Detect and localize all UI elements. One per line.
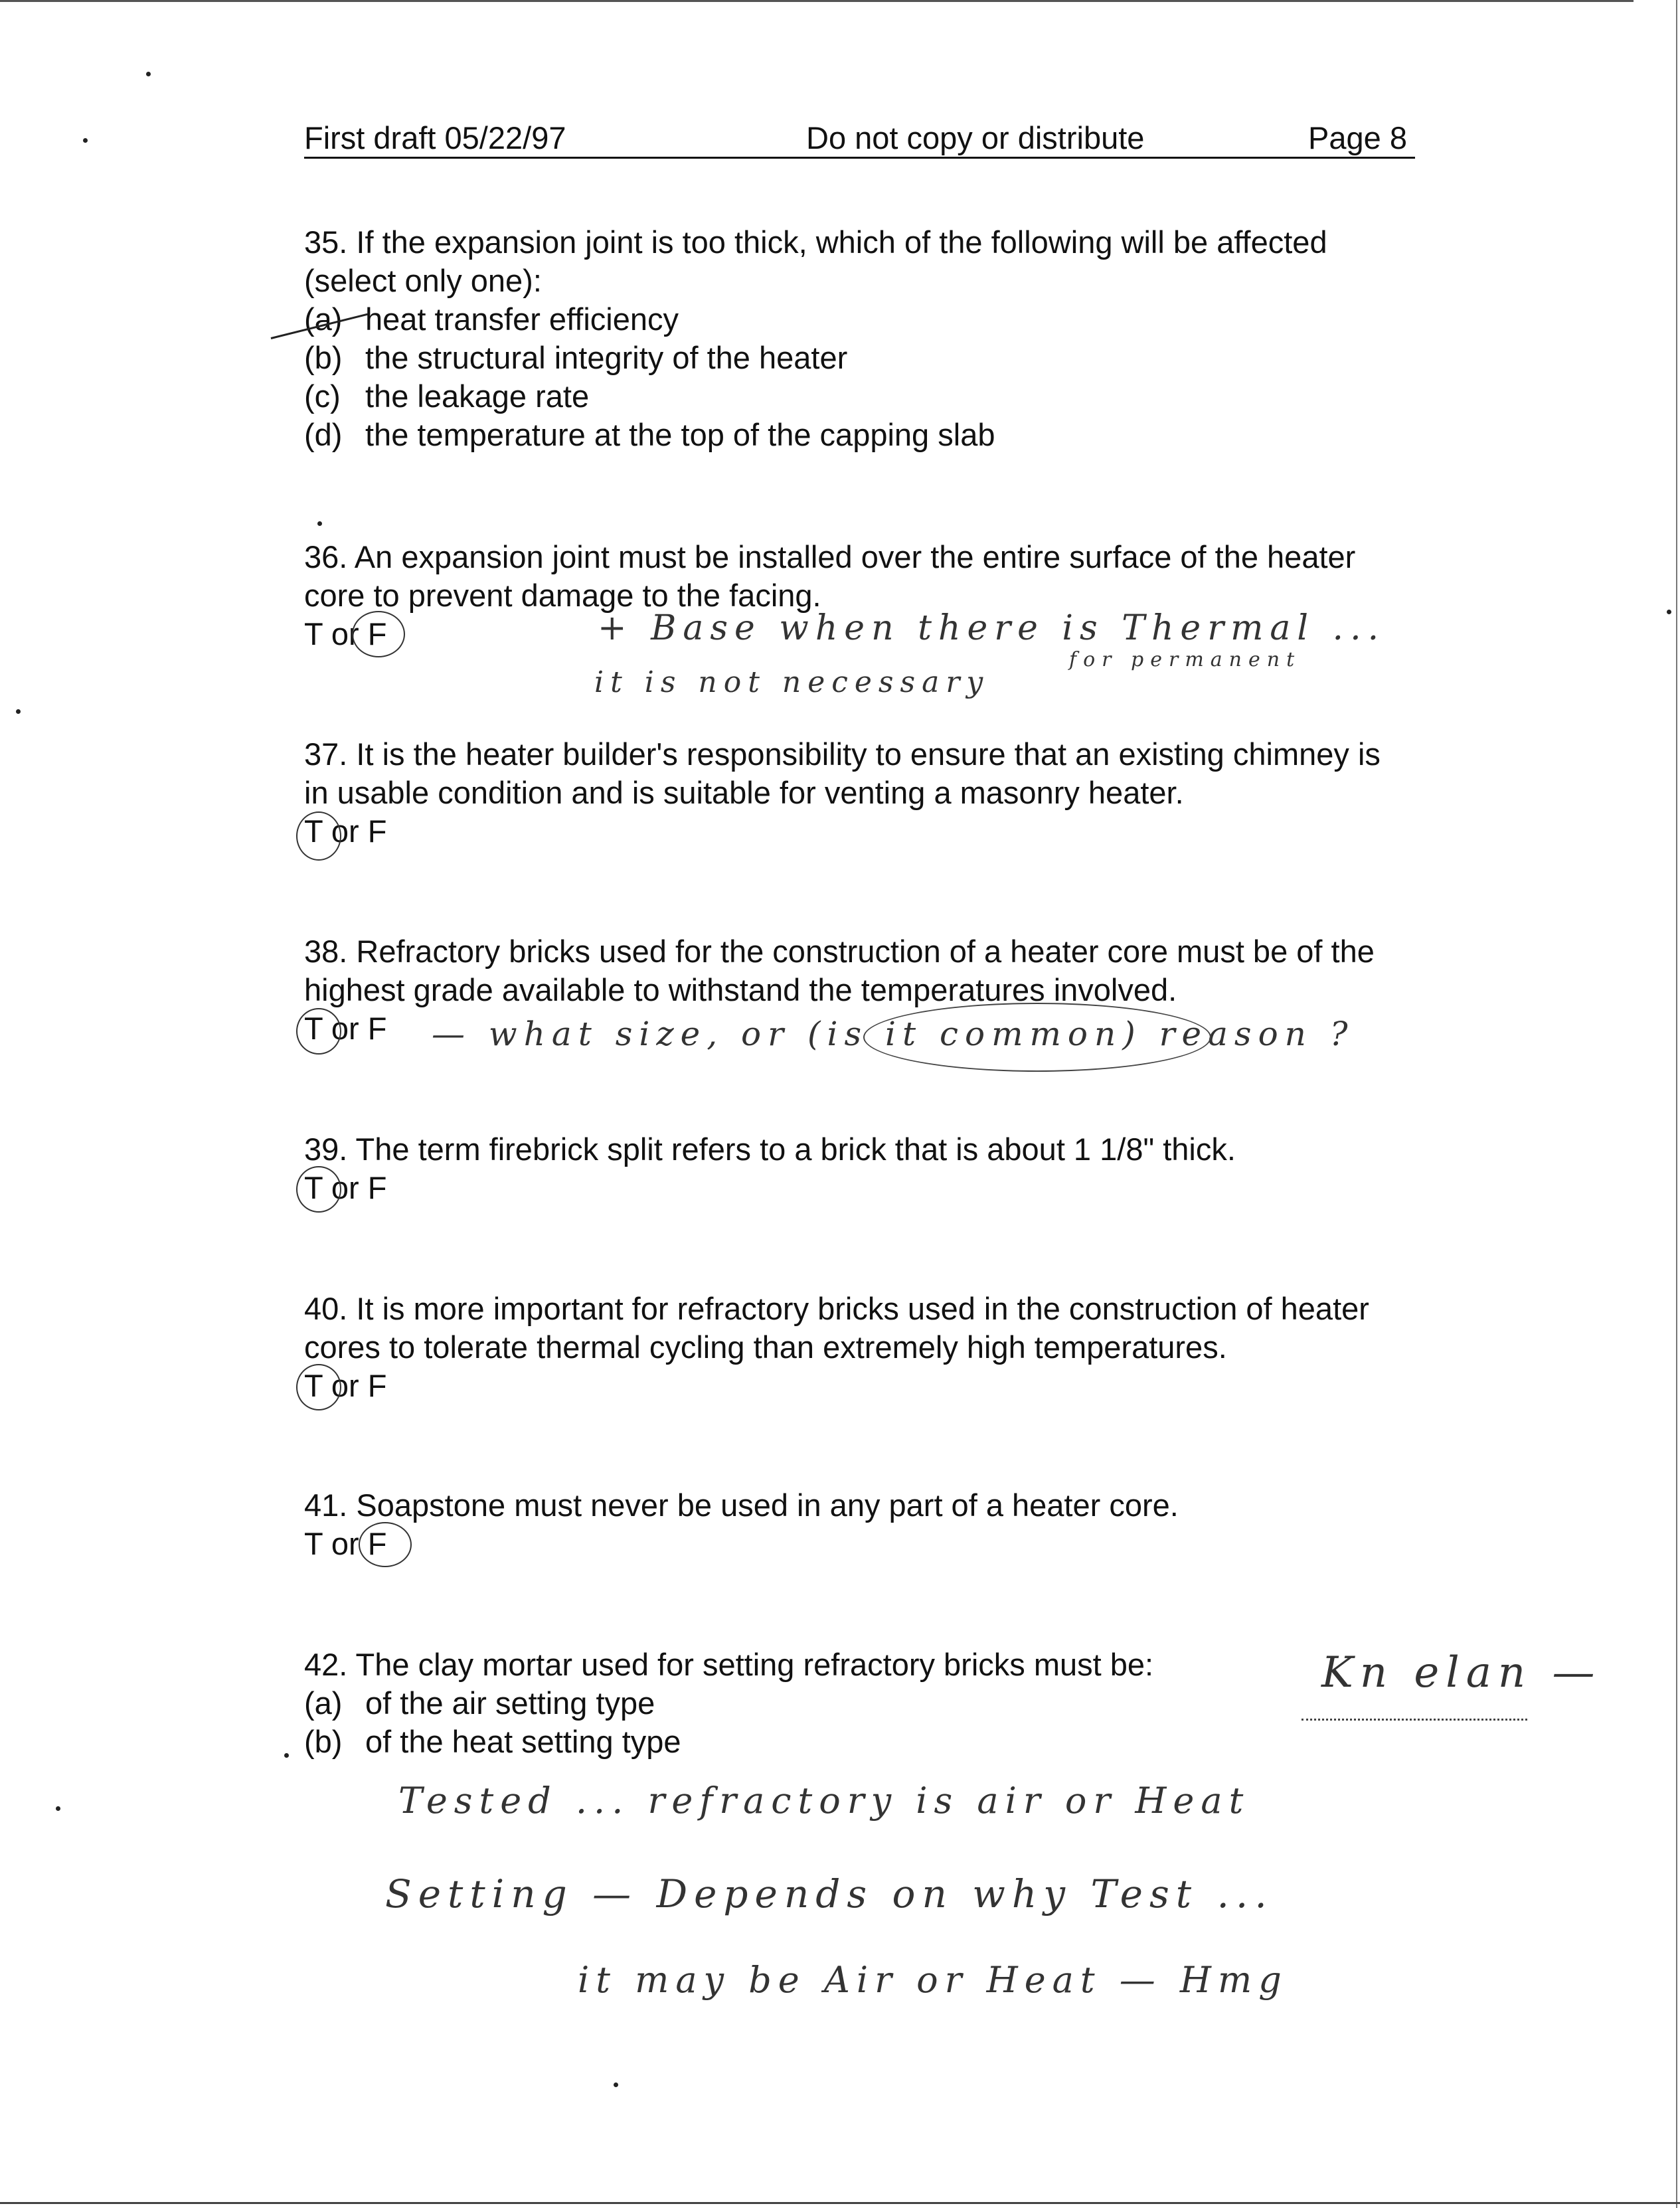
handwritten-note: it may be Air or Heat — Hmg bbox=[578, 1959, 1288, 2001]
handwritten-note: for permanent bbox=[1069, 648, 1302, 671]
scan-speck bbox=[1667, 610, 1671, 614]
scan-speck bbox=[16, 709, 21, 714]
question-text-line: highest grade available to withstand the temperatures involved. bbox=[304, 972, 1177, 1007]
true-false-choice: T or F bbox=[304, 1526, 387, 1561]
question-40 bbox=[304, 1290, 1369, 1405]
answer-circle-t bbox=[296, 1364, 341, 1410]
question-42 bbox=[304, 1646, 1153, 1761]
page-edge-bottom bbox=[0, 2202, 1680, 2204]
question-text-line: 37. It is the heater builder's responsibility to ensure that an existing chimney is bbox=[304, 736, 1381, 772]
question-text-line: cores to tolerate thermal cycling than extremely high temperatures. bbox=[304, 1329, 1227, 1365]
handwritten-note: Setting — Depends on why Test ... bbox=[385, 1871, 1274, 1916]
option-c: (c) the leakage rate bbox=[304, 379, 590, 414]
option-b: (b) of the heat setting type bbox=[304, 1724, 681, 1759]
true-false-choice: T or F bbox=[304, 1011, 387, 1046]
handwritten-note: it is not necessary bbox=[594, 665, 990, 699]
question-39 bbox=[304, 1130, 1236, 1207]
answer-circle-t bbox=[296, 1166, 341, 1213]
question-text-line: 38. Refractory bricks used for the construction of a heater core must be of the bbox=[304, 934, 1375, 969]
scan-speck bbox=[146, 72, 151, 76]
question-37 bbox=[304, 735, 1381, 851]
option-d: (d) the temperature at the top of the capping slab bbox=[304, 417, 995, 452]
option-b: (b) the structural integrity of the heater bbox=[304, 340, 848, 375]
page-header bbox=[304, 120, 1415, 159]
true-false-choice: T or F bbox=[304, 1368, 387, 1403]
question-text-line: 36. An expansion joint must be installed over the entire surface of the heater bbox=[304, 539, 1356, 574]
question-35 bbox=[304, 223, 1327, 454]
question-text-line: 35. If the expansion joint is too thick, which of the following will be affected bbox=[304, 224, 1327, 260]
handwritten-parenthesis-mark bbox=[863, 1003, 1211, 1072]
distribution-notice: Do not copy or distribute bbox=[806, 120, 1145, 155]
scan-speck bbox=[614, 2082, 618, 2087]
answer-circle-t bbox=[296, 811, 341, 861]
scan-speck bbox=[83, 138, 88, 143]
handwritten-note: Tested ... refractory is air or Heat bbox=[398, 1780, 1250, 1822]
option-a: (a) heat transfer efficiency bbox=[304, 301, 679, 337]
page-number: Page 8 bbox=[1308, 120, 1407, 155]
scan-speck bbox=[317, 521, 322, 526]
scan-speck bbox=[284, 1753, 289, 1758]
option-a: (a) of the air setting type bbox=[304, 1685, 655, 1721]
handwritten-note: — what size, or (is it common) reason ? bbox=[432, 1015, 1355, 1053]
answer-circle-f bbox=[352, 611, 405, 657]
question-text-line: 41. Soapstone must never be used in any part of a heater core. bbox=[304, 1487, 1179, 1523]
question-text-line: core to prevent damage to the facing. bbox=[304, 578, 821, 613]
question-text-line: 39. The term firebrick split refers to a brick that is about 1 1/8" thick. bbox=[304, 1132, 1236, 1167]
answer-circle-t bbox=[296, 1008, 341, 1055]
question-text-line: 42. The clay mortar used for setting refractory bricks must be: bbox=[304, 1647, 1154, 1682]
draft-label: First draft 05/22/97 bbox=[304, 120, 566, 155]
question-text-line: in usable condition and is suitable for venting a masonry heater. bbox=[304, 775, 1184, 810]
question-text-line: 40. It is more important for refractory bricks used in the construction of heater bbox=[304, 1291, 1369, 1326]
question-41 bbox=[304, 1486, 1179, 1563]
page-edge-right bbox=[1676, 0, 1677, 2208]
page-edge-top bbox=[0, 0, 1634, 6]
scan-speck bbox=[56, 1806, 60, 1811]
handwritten-note: Kn elan — bbox=[1321, 1648, 1602, 1697]
handwritten-note: + Base when there is Thermal ... bbox=[598, 608, 1386, 648]
true-false-choice: T or F bbox=[304, 1170, 387, 1205]
question-text-line: (select only one): bbox=[304, 263, 542, 298]
answer-circle-f bbox=[359, 1522, 412, 1567]
true-false-choice: T or F bbox=[304, 616, 387, 651]
true-false-choice: T or F bbox=[304, 813, 387, 849]
handwritten-underline bbox=[1302, 1719, 1527, 1721]
